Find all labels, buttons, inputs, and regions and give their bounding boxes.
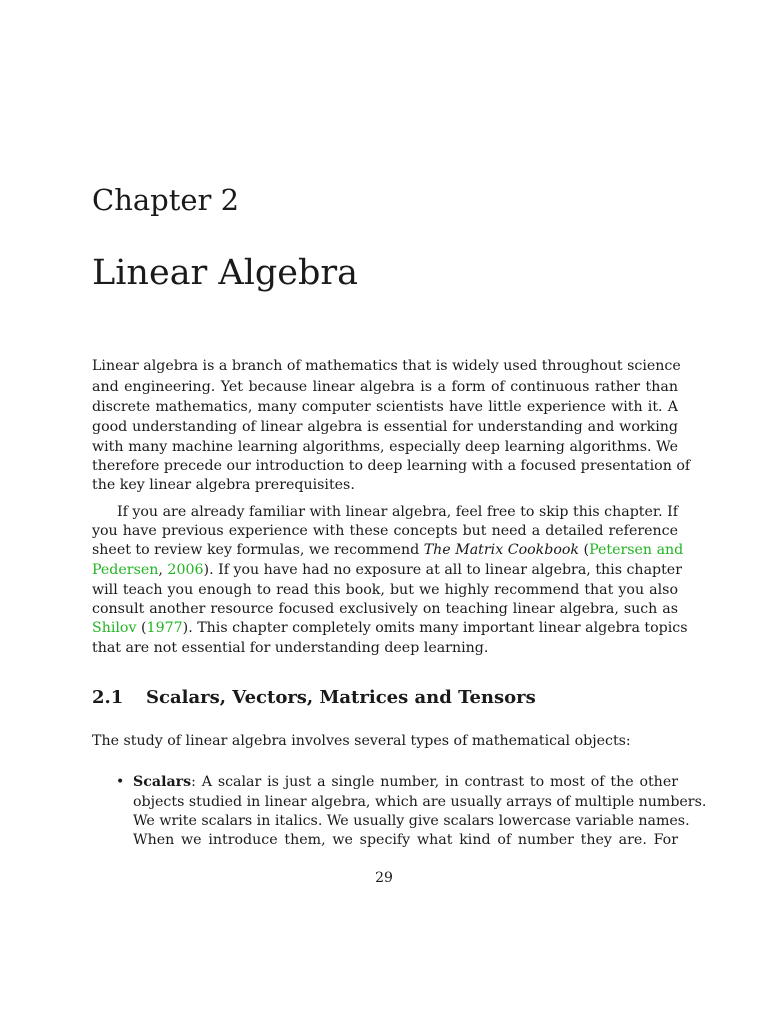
- chapter-title: Linear Algebra: [92, 253, 359, 293]
- section-lead-text: The study of linear algebra involves several types of mathematical objects:: [92, 733, 631, 749]
- text-span: : A scalar is just a single number, in contrast to most of the other: [191, 774, 678, 790]
- text-span: (: [579, 542, 590, 558]
- bullet-line: We write scalars in italics. We usually give scalars lowercase variable names.: [133, 813, 690, 829]
- text-span: ,: [158, 562, 168, 578]
- paragraph-line: you have previous experience with these concepts but need a detailed reference: [92, 523, 678, 539]
- paragraph-line: with many machine learning algorithms, especially deep learning algorithms. We: [92, 439, 678, 455]
- text-span: ). If you have had no exposure at all to linear algebra, this chapter: [203, 562, 682, 578]
- citation-link[interactable]: Shilov: [92, 620, 137, 636]
- section-title: Scalars, Vectors, Matrices and Tensors: [146, 687, 536, 708]
- citation-link[interactable]: Petersen and: [589, 542, 684, 558]
- paragraph-line: the key linear algebra prerequisites.: [92, 477, 355, 493]
- bullet-line: [133, 772, 678, 792]
- bullet-line: When we introduce them, we specify what kind of number they are. For: [133, 832, 678, 848]
- section-heading: [92, 686, 536, 710]
- paragraph-line: If you are already familiar with linear algebra, feel free to skip this chapter. If: [117, 504, 678, 520]
- text-span: ). This chapter completely omits many important linear algebra topics: [182, 620, 688, 636]
- section-number: 2.1: [92, 687, 124, 708]
- paragraph-line: consult another resource focused exclusively on teaching linear algebra, such as: [92, 601, 678, 617]
- chapter-label: Chapter 2: [92, 183, 240, 217]
- paragraph-line: will teach you enough to read this book, but we highly recommend that you also: [92, 582, 678, 598]
- citation-link[interactable]: Pedersen: [92, 562, 159, 578]
- text-span: sheet to review key formulas, we recommend: [92, 542, 424, 558]
- paragraph-line: discrete mathematics, many computer scientists have little experience with it. A: [92, 399, 678, 415]
- bullet-marker: •: [116, 774, 125, 790]
- paragraph-line: good understanding of linear algebra is essential for understanding and working: [92, 419, 678, 435]
- bullet-line: objects studied in linear algebra, which are usually arrays of multiple numbers.: [133, 794, 707, 810]
- paragraph-line: and engineering. Yet because linear algebra is a form of continuous rather than: [92, 379, 678, 395]
- text-span: (: [136, 620, 147, 636]
- bullet-term: Scalars: [133, 774, 192, 790]
- paragraph-line: [92, 560, 682, 580]
- citation-year-link[interactable]: 1977: [146, 620, 183, 636]
- paragraph-line: [92, 618, 688, 638]
- citation-year-link[interactable]: 2006: [167, 562, 204, 578]
- book-title: The Matrix Cookbook: [423, 542, 580, 558]
- paragraph-line: Linear algebra is a branch of mathematics that is widely used throughout science: [92, 358, 681, 374]
- paragraph-line: therefore precede our introduction to deep learning with a focused presentation of: [92, 458, 691, 474]
- paragraph-line: [92, 540, 684, 560]
- paragraph-line: that are not essential for understanding deep learning.: [92, 640, 489, 656]
- page-number: 29: [375, 870, 393, 886]
